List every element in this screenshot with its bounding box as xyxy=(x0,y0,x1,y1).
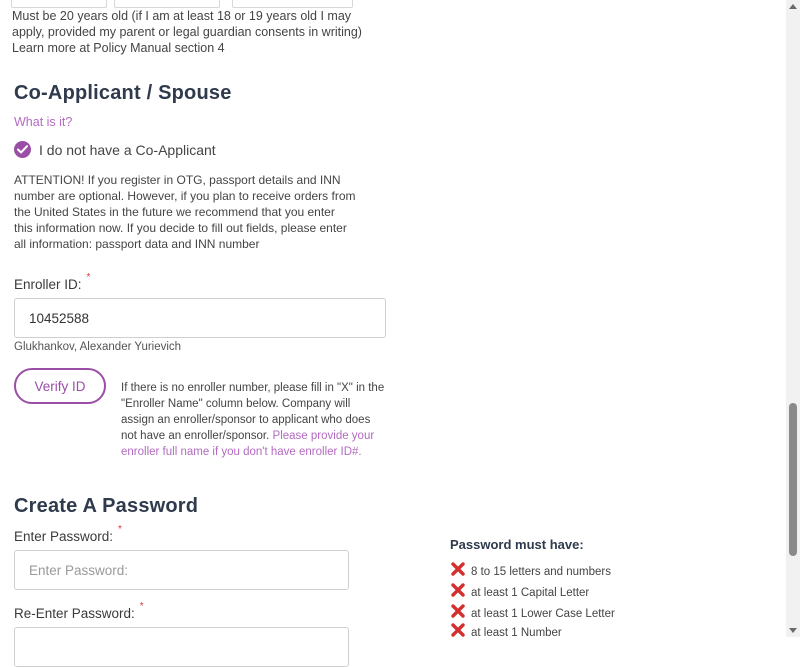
create-password-heading: Create A Password xyxy=(14,495,199,517)
password-rule xyxy=(451,565,611,579)
enroller-id-label-text: Enroller ID: xyxy=(14,277,82,292)
password-rules-title: Password must have: xyxy=(450,537,584,552)
password-rule xyxy=(451,607,615,621)
top-input-2[interactable] xyxy=(114,0,220,8)
required-mark: * xyxy=(139,601,144,612)
no-coapplicant-checkbox[interactable] xyxy=(14,141,216,158)
enroller-note-line: assign an enroller/sponsor to applicant who does xyxy=(121,414,371,426)
scroll-up-icon[interactable] xyxy=(789,4,797,9)
enroller-id-label xyxy=(14,272,91,294)
enroller-note-line: "Enroller Name" column below. Company will xyxy=(121,398,351,410)
scrollbar[interactable] xyxy=(786,0,800,637)
password-rule xyxy=(451,586,589,600)
cross-icon xyxy=(451,562,465,576)
attention-note xyxy=(14,172,359,252)
scroll-down-icon[interactable] xyxy=(789,628,797,633)
co-applicant-heading: Co-Applicant / Spouse xyxy=(14,82,232,104)
reenter-password-input[interactable] xyxy=(14,627,349,667)
enroller-note-line xyxy=(121,428,391,444)
provide-name-link[interactable]: Please provide your xyxy=(272,430,375,442)
attention-line: this information now. If you decide to fill out fields, please enter xyxy=(14,221,347,235)
scrollbar-thumb[interactable] xyxy=(789,403,797,556)
attention-line: all information: passport data and INN number xyxy=(14,237,260,251)
password-rule-text: 8 to 15 letters and numbers xyxy=(471,566,611,578)
policy-manual-link[interactable]: Learn more at Policy Manual section 4 xyxy=(12,41,225,55)
age-requirement-note xyxy=(12,8,362,56)
top-input-3[interactable] xyxy=(232,0,353,8)
age-note-line: apply, provided my parent or legal guardian consents in writing) xyxy=(12,25,362,39)
attention-line: the United States in the future we recommend that you enter xyxy=(14,205,335,219)
what-is-it-link[interactable]: What is it? xyxy=(14,115,73,129)
reenter-password-label-text: Re-Enter Password: xyxy=(14,606,135,621)
attention-line: ATTENTION! If you register in OTG, passport details and INN xyxy=(14,173,341,187)
enroller-note xyxy=(121,380,391,460)
attention-line: number are optional. However, if you plan to receive orders from xyxy=(14,189,356,203)
enter-password-input[interactable] xyxy=(14,550,349,590)
check-circle-icon[interactable] xyxy=(14,141,31,158)
password-rule xyxy=(451,626,562,640)
age-note-line: Must be 20 years old (if I am at least 18 or 19 years old I may xyxy=(12,9,352,23)
enroller-name: Glukhankov, Alexander Yurievich xyxy=(14,341,182,353)
password-rule-text: at least 1 Capital Letter xyxy=(471,587,590,599)
enroller-note-line: If there is no enroller number, please fill in "X" in the xyxy=(121,382,385,394)
required-mark: * xyxy=(118,524,122,535)
no-coapplicant-label: I do not have a Co-Applicant xyxy=(39,141,216,158)
top-input-1[interactable] xyxy=(11,0,107,8)
verify-id-button[interactable]: Verify ID xyxy=(14,368,106,404)
reenter-password-label xyxy=(14,601,144,623)
enroller-id-input[interactable] xyxy=(14,298,386,338)
password-rule-text: at least 1 Number xyxy=(471,627,562,639)
cross-icon xyxy=(451,623,465,637)
cross-icon xyxy=(451,604,465,618)
enroller-note-text: not have an enroller/sponsor. xyxy=(121,430,273,442)
cross-icon xyxy=(451,583,465,597)
enter-password-label xyxy=(14,524,122,546)
provide-name-link-cont[interactable]: enroller full name if you don't have enroller ID#. xyxy=(121,446,362,458)
password-rule-text: at least 1 Lower Case Letter xyxy=(471,608,615,620)
enter-password-label-text: Enter Password: xyxy=(14,529,114,544)
required-mark: * xyxy=(86,272,91,283)
